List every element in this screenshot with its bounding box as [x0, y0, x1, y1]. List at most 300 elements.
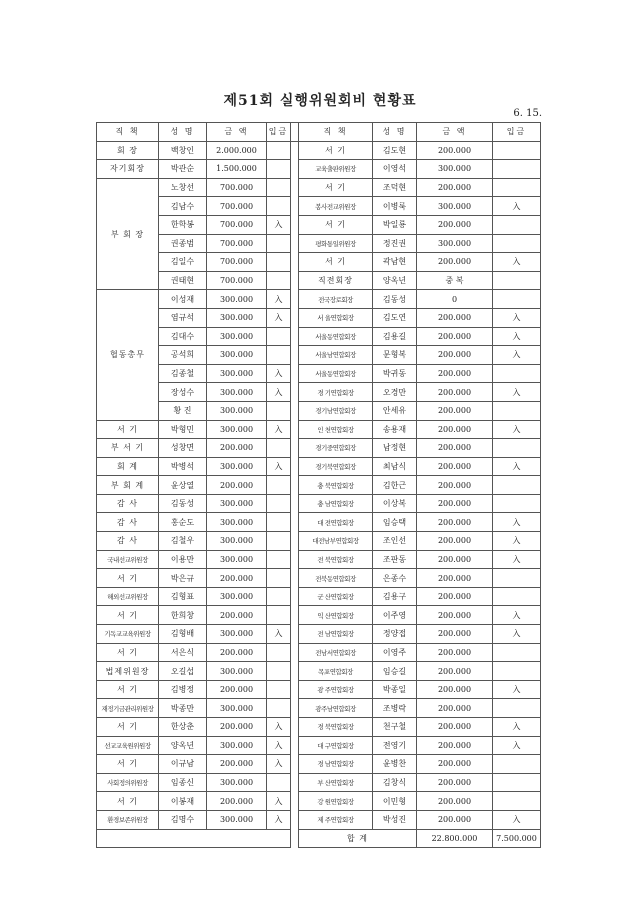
left-position-cell: 법제위원장: [97, 662, 159, 681]
table-row: [97, 364, 541, 383]
right-paid-header: 입금: [493, 123, 541, 142]
left-amount-cell: 200.000: [207, 755, 267, 774]
left-name-cell: 박은규: [159, 569, 207, 588]
left-paid-cell: 入: [267, 457, 291, 476]
left-position-cell: 환경보존위원장: [97, 810, 159, 829]
left-paid-cell: [267, 327, 291, 346]
left-paid-cell: [267, 662, 291, 681]
right-name-cell: 송용재: [373, 420, 417, 439]
table-row: [97, 457, 541, 476]
right-position-cell: 서울남연합회장: [299, 346, 373, 365]
left-position-cell: 회 장: [97, 141, 159, 160]
left-name-cell: 이성재: [159, 290, 207, 309]
left-name-cell: 서은식: [159, 643, 207, 662]
left-amount-cell: 200.000: [207, 680, 267, 699]
right-position-cell: 광주남연합회장: [299, 699, 373, 718]
left-position-cell: 자기회장: [97, 160, 159, 179]
left-paid-cell: [267, 699, 291, 718]
column-gap: [291, 197, 299, 216]
left-name-cell: 한희창: [159, 606, 207, 625]
left-name-cell: 김대수: [159, 327, 207, 346]
document-date: 6. 15.: [513, 108, 542, 119]
left-amount-cell: 300.000: [207, 625, 267, 644]
right-amount-cell: 200.000: [417, 699, 493, 718]
right-amount-cell: 200.000: [417, 141, 493, 160]
right-paid-cell: 入: [493, 810, 541, 829]
left-paid-cell: 入: [267, 364, 291, 383]
left-paid-cell: [267, 346, 291, 365]
right-amount-cell: 200.000: [417, 569, 493, 588]
dues-table: [96, 122, 541, 848]
left-amount-cell: 300.000: [207, 457, 267, 476]
column-gap: [291, 123, 299, 142]
left-name-cell: 오길섭: [159, 662, 207, 681]
table-row: [97, 569, 541, 588]
right-amount-cell: 200.000: [417, 736, 493, 755]
right-position-cell: 대전남부연합회장: [299, 532, 373, 551]
right-amount-cell: 200.000: [417, 513, 493, 532]
right-name-cell: 김도현: [373, 141, 417, 160]
table-row: [97, 439, 541, 458]
right-paid-cell: [493, 234, 541, 253]
table-row: [97, 606, 541, 625]
right-paid-cell: [493, 141, 541, 160]
table-row: [97, 234, 541, 253]
left-name-cell: 이용만: [159, 550, 207, 569]
right-amount-cell: 200.000: [417, 327, 493, 346]
left-amount-cell: 300.000: [207, 662, 267, 681]
table-row: [97, 253, 541, 272]
left-paid-cell: 入: [267, 810, 291, 829]
table-row: [97, 680, 541, 699]
right-paid-cell: [493, 476, 541, 495]
left-amount-cell: 700.000: [207, 253, 267, 272]
right-amount-cell: 200.000: [417, 215, 493, 234]
right-amount-cell: 200.000: [417, 383, 493, 402]
left-amount-cell: 300.000: [207, 401, 267, 420]
right-position-cell: 광 주연합회장: [299, 680, 373, 699]
right-name-cell: 김동성: [373, 290, 417, 309]
left-position-cell: 부 서 기: [97, 439, 159, 458]
total-amount-cell: 22.800.000: [417, 829, 493, 848]
right-name-cell: 박성진: [373, 810, 417, 829]
left-position-cell: 기독교교육위원장: [97, 625, 159, 644]
column-gap: [291, 439, 299, 458]
column-gap: [291, 829, 299, 848]
left-amount-cell: 700.000: [207, 234, 267, 253]
right-amount-cell: 200.000: [417, 253, 493, 272]
right-paid-cell: 入: [493, 718, 541, 737]
left-position-cell: 해외선교위원장: [97, 587, 159, 606]
right-position-cell: 충 북연합회장: [299, 476, 373, 495]
right-amount-cell: 200.000: [417, 643, 493, 662]
right-paid-cell: 入: [493, 532, 541, 551]
column-gap: [291, 718, 299, 737]
left-paid-cell: [267, 401, 291, 420]
left-paid-cell: [267, 253, 291, 272]
right-name-cell: 은종수: [373, 569, 417, 588]
right-position-cell: 서 기: [299, 178, 373, 197]
table-row: [97, 420, 541, 439]
left-paid-cell: 入: [267, 736, 291, 755]
left-paid-cell: 入: [267, 792, 291, 811]
left-amount-cell: 700.000: [207, 197, 267, 216]
right-name-cell: 이민형: [373, 792, 417, 811]
left-position-cell: 서 기: [97, 420, 159, 439]
left-position-cell: 서 기: [97, 606, 159, 625]
right-amount-cell: 중 복: [417, 271, 493, 290]
right-amount-cell: 300.000: [417, 160, 493, 179]
right-name-cell: 김한근: [373, 476, 417, 495]
left-paid-cell: [267, 271, 291, 290]
left-name-cell: 권종범: [159, 234, 207, 253]
table-row: [97, 587, 541, 606]
right-amount-cell: 200.000: [417, 587, 493, 606]
right-paid-cell: [493, 662, 541, 681]
right-paid-cell: [493, 364, 541, 383]
left-name-cell: 장성수: [159, 383, 207, 402]
right-paid-cell: 入: [493, 420, 541, 439]
left-name-cell: 권태현: [159, 271, 207, 290]
right-paid-cell: [493, 643, 541, 662]
table-row: [97, 401, 541, 420]
column-gap: [291, 383, 299, 402]
left-position-cell: 회 계: [97, 457, 159, 476]
right-paid-cell: [493, 773, 541, 792]
left-amount-cell: 300.000: [207, 550, 267, 569]
right-paid-cell: [493, 755, 541, 774]
right-name-cell: 양옥년: [373, 271, 417, 290]
table-row: [97, 271, 541, 290]
right-position-cell: 강 원연합회장: [299, 792, 373, 811]
right-amount-cell: 200.000: [417, 550, 493, 569]
column-gap: [291, 736, 299, 755]
right-paid-cell: [493, 215, 541, 234]
column-gap: [291, 494, 299, 513]
column-gap: [291, 364, 299, 383]
right-position-cell: 인 천연합회장: [299, 420, 373, 439]
left-name-cell: 양옥년: [159, 736, 207, 755]
left-paid-cell: 入: [267, 383, 291, 402]
left-paid-cell: 入: [267, 308, 291, 327]
left-amount-cell: 2.000.000: [207, 141, 267, 160]
document-title: 제51회 실행위원회비 현황표: [223, 93, 417, 109]
left-amount-cell: 300.000: [207, 773, 267, 792]
column-gap: [291, 810, 299, 829]
column-gap: [291, 141, 299, 160]
column-gap: [291, 215, 299, 234]
left-name-cell: 성창면: [159, 439, 207, 458]
column-gap: [291, 792, 299, 811]
column-gap: [291, 643, 299, 662]
left-position-cell: 감 사: [97, 532, 159, 551]
right-position-cell: 목포연합회장: [299, 662, 373, 681]
left-paid-cell: [267, 587, 291, 606]
left-position-cell: 재정기금관리위원장: [97, 699, 159, 718]
column-gap: [291, 308, 299, 327]
right-position-cell: 충 남연합회장: [299, 494, 373, 513]
right-name-cell: 이영주: [373, 643, 417, 662]
table-row: [97, 699, 541, 718]
right-name-cell: 정진권: [373, 234, 417, 253]
right-position-cell: 전 남연합회장: [299, 625, 373, 644]
right-name-cell: 전영기: [373, 736, 417, 755]
right-name-cell: 이병룩: [373, 197, 417, 216]
left-name-cell: 염규석: [159, 308, 207, 327]
left-position-cell: 서 기: [97, 792, 159, 811]
left-paid-cell: [267, 643, 291, 662]
right-paid-cell: [493, 699, 541, 718]
table-row: [97, 662, 541, 681]
left-name-cell: 윤상열: [159, 476, 207, 495]
left-amount-cell: 200.000: [207, 476, 267, 495]
right-name-cell: 오경만: [373, 383, 417, 402]
left-paid-cell: [267, 476, 291, 495]
column-gap: [291, 662, 299, 681]
right-name-cell: 김도연: [373, 308, 417, 327]
left-amount-cell: 200.000: [207, 569, 267, 588]
right-position-cell: 서 기: [299, 253, 373, 272]
right-name-cell: 최남식: [373, 457, 417, 476]
left-name-cell: 임종신: [159, 773, 207, 792]
table-row: [97, 178, 541, 197]
right-paid-cell: [493, 439, 541, 458]
right-paid-cell: 入: [493, 383, 541, 402]
left-amount-cell: 700.000: [207, 271, 267, 290]
left-name-cell: 이규남: [159, 755, 207, 774]
left-amount-cell: 300.000: [207, 346, 267, 365]
right-name-cell: 조덕현: [373, 178, 417, 197]
left-position-cell: 부 회 계: [97, 476, 159, 495]
left-position-cell: 감 사: [97, 494, 159, 513]
right-position-cell: 서 기: [299, 215, 373, 234]
column-gap: [291, 178, 299, 197]
column-gap: [291, 271, 299, 290]
left-paid-cell: 入: [267, 625, 291, 644]
right-position-cell: 경기중연합회장: [299, 439, 373, 458]
column-gap: [291, 401, 299, 420]
table-row: [97, 810, 541, 829]
right-amount-cell: 200.000: [417, 457, 493, 476]
right-paid-cell: [493, 401, 541, 420]
left-amount-cell: 300.000: [207, 364, 267, 383]
left-name-cell: 김철우: [159, 532, 207, 551]
right-position-cell: 부 산연합회장: [299, 773, 373, 792]
left-position-cell: 사회정의위원장: [97, 773, 159, 792]
column-gap: [291, 606, 299, 625]
right-amount-header: 금 액: [417, 123, 493, 142]
column-gap: [291, 420, 299, 439]
left-amount-cell: 300.000: [207, 810, 267, 829]
column-gap: [291, 569, 299, 588]
table-row: [97, 550, 541, 569]
right-name-cell: 남정현: [373, 439, 417, 458]
right-amount-cell: 200.000: [417, 401, 493, 420]
left-name-cell: 박병석: [159, 457, 207, 476]
left-amount-cell: 700.000: [207, 178, 267, 197]
left-paid-cell: [267, 606, 291, 625]
left-paid-cell: [267, 178, 291, 197]
right-position-cell: 서울동연합회장: [299, 364, 373, 383]
left-name-cell: 김종철: [159, 364, 207, 383]
left-paid-cell: 入: [267, 420, 291, 439]
right-paid-cell: 入: [493, 625, 541, 644]
left-position-cell: 협동총무: [97, 290, 159, 420]
column-gap: [291, 513, 299, 532]
table-row: [97, 829, 541, 848]
left-position-cell: 부 회 장: [97, 178, 159, 290]
right-position-cell: 전남서연합회장: [299, 643, 373, 662]
right-amount-cell: 200.000: [417, 420, 493, 439]
right-paid-cell: 入: [493, 550, 541, 569]
right-paid-cell: [493, 792, 541, 811]
right-position-cell: 평화통일위원장: [299, 234, 373, 253]
left-amount-cell: 300.000: [207, 699, 267, 718]
right-paid-cell: [493, 494, 541, 513]
right-position-cell: 전국장로회장: [299, 290, 373, 309]
right-name-cell: 조병락: [373, 699, 417, 718]
column-gap: [291, 755, 299, 774]
right-name-cell: 정양접: [373, 625, 417, 644]
column-gap: [291, 625, 299, 644]
right-position-cell: 경 기연합회장: [299, 383, 373, 402]
column-gap: [291, 327, 299, 346]
column-gap: [291, 253, 299, 272]
left-paid-cell: [267, 494, 291, 513]
left-amount-cell: 300.000: [207, 420, 267, 439]
left-paid-cell: [267, 141, 291, 160]
table-row: [97, 755, 541, 774]
right-amount-cell: 200.000: [417, 792, 493, 811]
column-gap: [291, 587, 299, 606]
right-amount-cell: 200.000: [417, 625, 493, 644]
left-position-header: 직 책: [97, 123, 159, 142]
left-amount-cell: 200.000: [207, 718, 267, 737]
table-row: [97, 141, 541, 160]
left-name-cell: 박형민: [159, 420, 207, 439]
table-row: [97, 346, 541, 365]
header-row: [97, 123, 541, 142]
table-row: [97, 476, 541, 495]
right-amount-cell: 200.000: [417, 680, 493, 699]
left-position-cell: 서 기: [97, 643, 159, 662]
right-name-cell: 이영석: [373, 160, 417, 179]
left-name-cell: 한상춘: [159, 718, 207, 737]
left-name-cell: 박관순: [159, 160, 207, 179]
left-amount-cell: 300.000: [207, 494, 267, 513]
column-gap: [291, 532, 299, 551]
left-name-cell: 김형표: [159, 587, 207, 606]
right-amount-cell: 0: [417, 290, 493, 309]
right-position-cell: 서울동연합회장: [299, 327, 373, 346]
table-row: [97, 773, 541, 792]
left-amount-cell: 300.000: [207, 513, 267, 532]
column-gap: [291, 457, 299, 476]
left-paid-cell: 入: [267, 718, 291, 737]
left-position-cell: 서 기: [97, 569, 159, 588]
left-name-cell: 김병정: [159, 680, 207, 699]
right-name-cell: 임승길: [373, 662, 417, 681]
right-amount-cell: 200.000: [417, 476, 493, 495]
right-position-cell: 교육출판위원장: [299, 160, 373, 179]
left-position-cell: 감 사: [97, 513, 159, 532]
right-name-cell: 윤병찬: [373, 755, 417, 774]
right-paid-cell: 入: [493, 327, 541, 346]
left-name-cell: 박종만: [159, 699, 207, 718]
total-label-cell: 합 계: [299, 829, 417, 848]
table-row: [97, 625, 541, 644]
left-name-cell: 김명수: [159, 810, 207, 829]
right-position-cell: 익 산연합회장: [299, 606, 373, 625]
right-name-cell: 곽남현: [373, 253, 417, 272]
right-amount-cell: 200.000: [417, 494, 493, 513]
left-name-cell: 노창선: [159, 178, 207, 197]
left-paid-cell: [267, 569, 291, 588]
left-name-cell: 홍순도: [159, 513, 207, 532]
left-amount-cell: 300.000: [207, 532, 267, 551]
left-name-cell: 김동성: [159, 494, 207, 513]
left-paid-cell: [267, 234, 291, 253]
right-position-cell: 봉사전교위원장: [299, 197, 373, 216]
right-position-cell: 경기남연합회장: [299, 401, 373, 420]
right-position-cell: 경기북연합회장: [299, 457, 373, 476]
left-amount-cell: 300.000: [207, 308, 267, 327]
right-paid-cell: 入: [493, 197, 541, 216]
right-name-header: 성 명: [373, 123, 417, 142]
right-paid-cell: [493, 178, 541, 197]
left-amount-cell: 200.000: [207, 792, 267, 811]
table-row: [97, 160, 541, 179]
right-paid-cell: [493, 569, 541, 588]
right-amount-cell: 200.000: [417, 308, 493, 327]
table-row: [97, 494, 541, 513]
left-paid-cell: [267, 160, 291, 179]
right-position-cell: 전 북연합회장: [299, 550, 373, 569]
right-position-cell: 대 구연합회장: [299, 736, 373, 755]
right-paid-cell: 入: [493, 513, 541, 532]
left-paid-header: 입금: [267, 123, 291, 142]
left-paid-cell: [267, 439, 291, 458]
right-position-cell: 대 전연합회장: [299, 513, 373, 532]
right-paid-cell: [493, 160, 541, 179]
right-name-cell: 천구철: [373, 718, 417, 737]
left-amount-cell: 700.000: [207, 215, 267, 234]
right-position-header: 직 책: [299, 123, 373, 142]
table-row: [97, 532, 541, 551]
right-position-cell: 직전회장: [299, 271, 373, 290]
column-gap: [291, 680, 299, 699]
right-name-cell: 조판동: [373, 550, 417, 569]
left-paid-cell: [267, 773, 291, 792]
left-paid-cell: 入: [267, 755, 291, 774]
right-paid-cell: 入: [493, 346, 541, 365]
right-amount-cell: 200.000: [417, 364, 493, 383]
table-row: [97, 197, 541, 216]
column-gap: [291, 234, 299, 253]
right-amount-cell: 200.000: [417, 662, 493, 681]
right-amount-cell: 300.000: [417, 197, 493, 216]
column-gap: [291, 160, 299, 179]
right-position-cell: 서 울연합회장: [299, 308, 373, 327]
right-name-cell: 조인선: [373, 532, 417, 551]
right-name-cell: 박일룡: [373, 215, 417, 234]
right-name-cell: 김창식: [373, 773, 417, 792]
right-name-cell: 임승택: [373, 513, 417, 532]
left-name-cell: 황 진: [159, 401, 207, 420]
left-amount-cell: 300.000: [207, 383, 267, 402]
left-amount-header: 금 액: [207, 123, 267, 142]
left-position-cell: 서 기: [97, 680, 159, 699]
